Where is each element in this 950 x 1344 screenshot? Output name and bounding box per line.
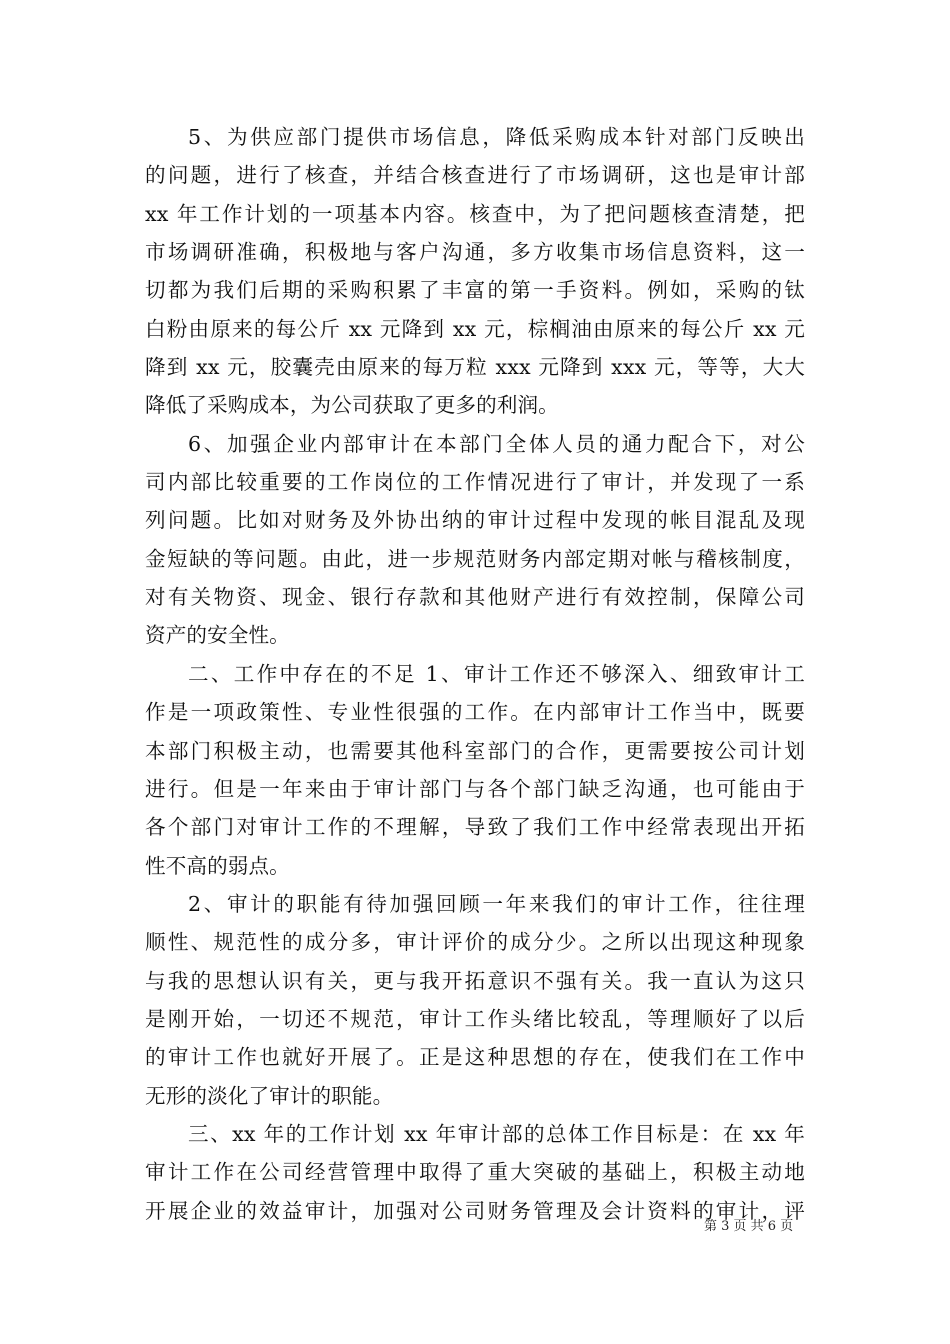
page-number: 第 3 页 共 6 页 xyxy=(704,1219,794,1234)
paragraph-line: xx 年工作计划的一项基本内容。核查中，为了把问题核查清楚，把 xyxy=(145,201,805,226)
paragraph-line: 金短缺的等问题。由此，进一步规范财务内部定期对帐与稽核制度， xyxy=(145,546,805,571)
paragraph-first-line: 5、为供应部门提供市场信息，降低采购成本针对部门反映出 xyxy=(188,125,805,149)
paragraph-line: 审计工作在公司经营管理中取得了重大突破的基础上，积极主动地 xyxy=(145,1160,805,1185)
paragraph-line: 对有关物资、现金、银行存款和其他财产进行有效控制，保障公司 xyxy=(145,585,805,610)
paragraph-line: 作是一项政策性、专业性很强的工作。在内部审计工作当中，既要 xyxy=(145,700,805,725)
paragraph-line: 的问题，进行了核查，并结合核查进行了市场调研，这也是审计部 xyxy=(145,163,805,188)
paragraph-line: 进行。但是一年来由于审计部门与各个部门缺乏沟通，也可能由于 xyxy=(145,776,805,801)
paragraph-line: 无形的淡化了审计的职能。 xyxy=(145,1083,394,1108)
paragraph-line: 顺性、规范性的成分多，审计评价的成分少。之所以出现这种现象 xyxy=(145,930,805,955)
paragraph-line: 本部门积极主动，也需要其他科室部门的合作，更需要按公司计划 xyxy=(145,738,805,763)
paragraph-line: 列问题。比如对财务及外协出纳的审计过程中发现的帐目混乱及现 xyxy=(145,508,805,533)
paragraph-line: 司内部比较重要的工作岗位的工作情况进行了审计，并发现了一系 xyxy=(145,470,805,495)
paragraph-line: 性不高的弱点。 xyxy=(145,853,290,878)
document-body xyxy=(145,118,805,1230)
paragraph-first-line: 三、xx 年的工作计划 xx 年审计部的总体工作目标是：在 xx 年 xyxy=(188,1121,805,1146)
paragraph-first-line: 二、工作中存在的不足 1、审计工作还不够深入、细致审计工 xyxy=(188,661,805,686)
paragraph-line: 切都为我们后期的采购积累了丰富的第一手资料。例如，采购的钛 xyxy=(145,278,805,303)
paragraph-line: 白粉由原来的每公斤 xx 元降到 xx 元，棕榈油由原来的每公斤 xx 元 xyxy=(145,316,805,341)
paragraph-first-line: 2、审计的职能有待加强回顾一年来我们的审计工作，往往理 xyxy=(188,891,805,916)
paragraph-line: 是刚开始，一切还不规范，审计工作头绪比较乱，等理顺好了以后 xyxy=(145,1006,805,1031)
paragraph-line: 降低了采购成本，为公司获取了更多的利润。 xyxy=(145,393,559,418)
paragraph-line: 与我的思想认识有关，更与我开拓意识不强有关。我一直认为这只 xyxy=(145,968,805,993)
paragraph-line: 的审计工作也就好开展了。正是这种思想的存在，使我们在工作中 xyxy=(145,1045,805,1070)
paragraph-line: 降到 xx 元，胶囊壳由原来的每万粒 xxx 元降到 xxx 元，等等，大大 xyxy=(145,355,805,380)
paragraph-first-line: 6、加强企业内部审计在本部门全体人员的通力配合下，对公 xyxy=(188,431,805,456)
paragraph-line: 资产的安全性。 xyxy=(145,623,290,648)
paragraph-line: 各个部门对审计工作的不理解，导致了我们工作中经常表现出开拓 xyxy=(145,815,805,840)
paragraph-line: 开展企业的效益审计，加强对公司财务管理及会计资料的审计，评 xyxy=(145,1198,805,1223)
paragraph-line: 市场调研准确，积极地与客户沟通，多方收集市场信息资料，这一 xyxy=(145,240,805,265)
